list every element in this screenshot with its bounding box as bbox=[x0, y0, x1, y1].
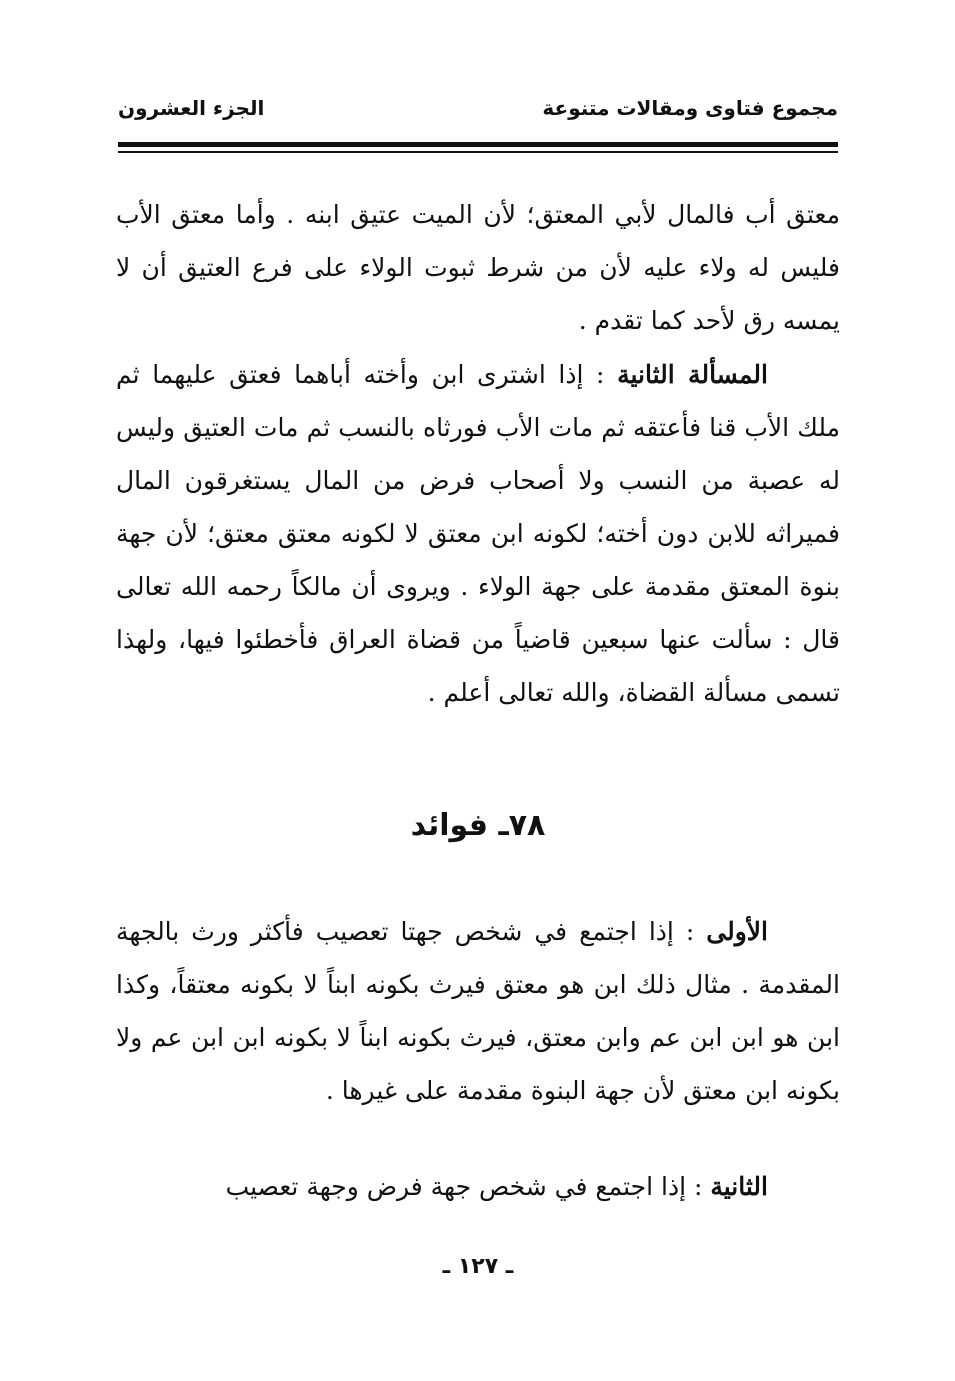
volume-label: الجزء العشرون bbox=[118, 96, 265, 120]
header-rule-thin bbox=[118, 151, 838, 153]
page-number: ـ ١٢٧ ـ bbox=[442, 1254, 514, 1279]
paragraph-second-issue bbox=[116, 348, 840, 719]
paragraph-2-text: : إذا اشترى ابن وأخته أباهما فعتق عليهما ثم ملك الأب قنا فأعتقه ثم مات الأب فورثاه بالنسب ثم مات العتيق وليس له عصبة من النسب ولا أصحاب فرض من المال يستغرقون المال فميراثه للابن دون أخته؛ لكونه ابن معتق لا لكونه معتق معتق؛ لأن جهة بنوة المعتق مقدمة على جهة الولاء . ويروى أن مالكاً رحمه الله تعالى قال : سألت عنها سبعين قاضياً من قضاة العراق فأخطئوا فيها، ولهذا تسمى مسألة القضاة، والله تعالى أعلم . bbox=[116, 360, 840, 707]
paragraph-4-heading: الثانية bbox=[710, 1172, 768, 1201]
paragraph-4-text: : إذا اجتمع في شخص جهة فرض وجهة تعصيب bbox=[225, 1172, 711, 1201]
paragraph-3-text: : إذا اجتمع في شخص جهتا تعصيب فأكثر ورث بالجهة المقدمة . مثال ذلك ابن هو معتق فيرث بكونه ابناً لا بكونه معتقاً، وكذا ابن هو ابن ابن عم وابن معتق، فيرث بكونه ابناً لا بكونه ابن ابن عم ولا بكونه ابن معتق لأن جهة البنوة مقدمة على غيرها . bbox=[116, 917, 840, 1105]
paragraph-3 bbox=[116, 905, 840, 1117]
paragraph-second-benefit bbox=[116, 1160, 840, 1213]
running-header bbox=[118, 96, 838, 136]
paragraph-first-benefit bbox=[116, 905, 840, 1117]
paragraph-2-heading: المسألة الثانية bbox=[617, 360, 768, 389]
paragraph-4 bbox=[116, 1160, 840, 1213]
paragraph-continuation bbox=[116, 188, 840, 347]
book-title: مجموع فتاوى ومقالات متنوعة bbox=[542, 96, 838, 120]
section-title: ٧٨ـ فوائد bbox=[410, 808, 546, 843]
header-rule-thick bbox=[118, 142, 838, 147]
paragraph-1-text: معتق أب فالمال لأبي المعتق؛ لأن الميت عتيق ابنه . وأما معتق الأب فليس له ولاء عليه لأن من شرط ثبوت الولاء على فرع العتيق أن لا يمسه رق لأحد كما تقدم . bbox=[116, 200, 840, 335]
paragraph-3-heading: الأولى bbox=[706, 917, 768, 946]
paragraph-2 bbox=[116, 348, 840, 719]
